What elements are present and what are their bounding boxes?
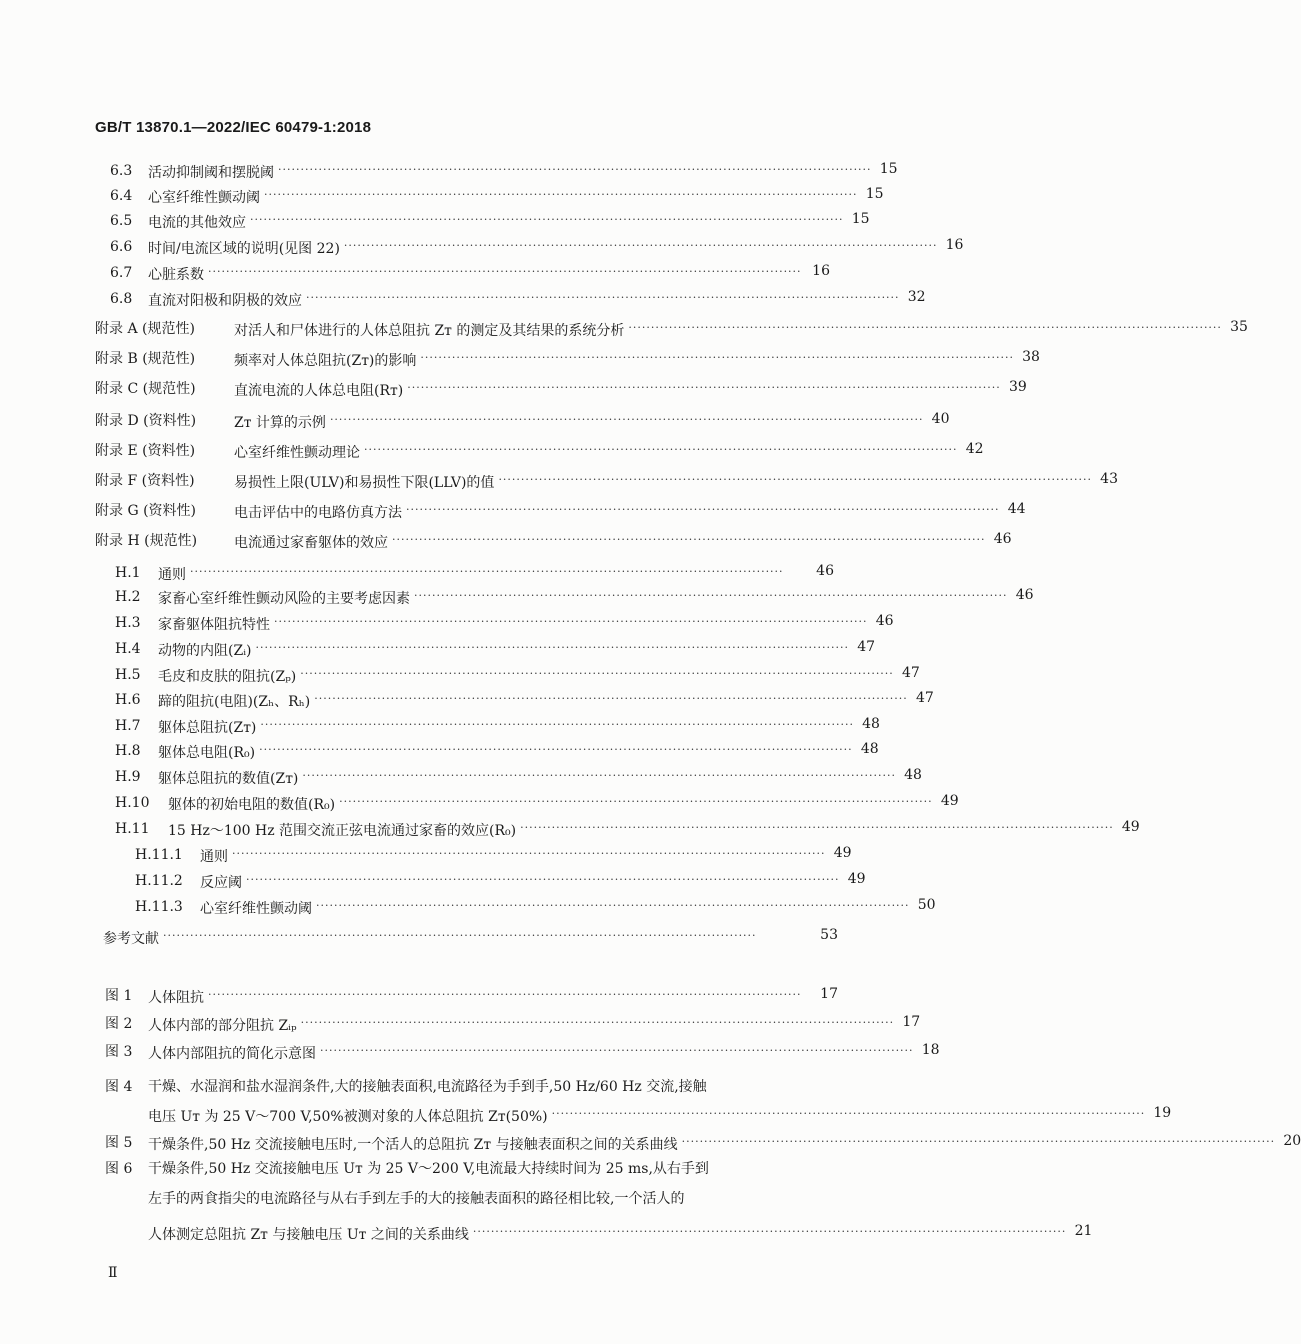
toc-leader-dots: ····································································································································: [255, 641, 850, 654]
toc-leader-dots: ····································································································································: [316, 899, 910, 912]
toc-entry-label: 通则: [158, 567, 186, 583]
toc-leader-dots: ····································································································································: [250, 213, 844, 226]
toc-entry-label: 家畜躯体阻抗特性: [158, 617, 270, 633]
toc-leader-dots: ····································································································································: [406, 503, 1000, 516]
toc-entry-label: 对活人和尸体进行的人体总阻抗 Zᴛ 的测定及其结果的系统分析: [234, 323, 625, 339]
toc-entry[interactable]: [158, 689, 934, 711]
toc-leader-dots: ····································································································································: [420, 351, 1014, 364]
toc-leader-dots: ····································································································································: [343, 239, 938, 252]
toc-entry[interactable]: [148, 288, 926, 310]
toc-entry-page: 48: [904, 767, 922, 783]
toc-entry-number: 图 5: [105, 1135, 133, 1151]
toc-leader-dots: ····································································································································: [306, 291, 900, 304]
toc-entry-label: 反应阈: [200, 875, 242, 891]
toc-entry[interactable]: [148, 1104, 1172, 1126]
toc-entry[interactable]: [148, 1041, 940, 1063]
toc-entry-number: H.6: [115, 692, 141, 708]
toc-leader-dots: ····································································································································: [392, 533, 986, 546]
toc-entry-number: H.11: [115, 821, 150, 837]
toc-entry-page: 44: [1007, 501, 1026, 517]
toc-entry-number: H.4: [115, 641, 141, 657]
toc-entry-label: 人体内部阻抗的简化示意图: [148, 1046, 316, 1062]
toc-leader-dots: ····································································································································: [551, 1107, 1146, 1120]
toc-entry[interactable]: [200, 896, 936, 918]
toc-leader-dots: ····································································································································: [259, 743, 853, 756]
toc-entry-page: 40: [931, 411, 950, 427]
toc-entry[interactable]: [148, 1132, 1301, 1154]
toc-entry-label: 家畜心室纤维性颤动风险的主要考虑因素: [158, 591, 410, 607]
toc-leader-dots: ····································································································································: [302, 769, 896, 782]
toc-entry-number: 6.4: [110, 188, 133, 204]
toc-entry-number: 6.8: [110, 291, 133, 307]
toc-leader-dots: ····································································································································: [208, 988, 802, 1001]
toc-entry-page: 48: [860, 741, 879, 757]
toc-entry-number: H.11.1: [135, 847, 183, 863]
toc-entry-number: 图 1: [105, 988, 133, 1004]
toc-entry-page: 48: [862, 716, 880, 732]
toc-entry-number: H.11.3: [135, 899, 183, 915]
toc-entry[interactable]: [158, 562, 834, 584]
toc-entry[interactable]: [158, 664, 920, 686]
toc-entry-label: 干燥条件,50 Hz 交流接触电压时,一个活人的总阻抗 Zᴛ 与接触表面积之间的关系曲线: [148, 1137, 678, 1153]
toc-entry-label: 易损性上限(ULV)和易损性下限(LLV)的值: [234, 475, 495, 491]
toc-entry[interactable]: [148, 236, 964, 258]
toc-entry-page: 49: [1121, 819, 1140, 835]
toc-entry-label: 躯体总阻抗的数值(Zᴛ): [158, 771, 299, 787]
toc-leader-dots: ····································································································································: [472, 1225, 1067, 1238]
toc-entry-number: 6.7: [110, 265, 133, 281]
toc-entry-page: 32: [907, 289, 926, 305]
toc-entry[interactable]: [158, 638, 876, 660]
toc-entry[interactable]: [234, 440, 984, 462]
toc-leader-dots: ····································································································································: [246, 873, 840, 886]
toc-leader-dots: ····································································································································: [232, 847, 826, 860]
toc-entry[interactable]: [234, 318, 1248, 340]
toc-entry-label: 参考文献: [103, 931, 159, 947]
toc-leader-dots: ····································································································································: [260, 718, 854, 731]
toc-entry[interactable]: [158, 586, 1034, 608]
toc-entry-page: 43: [1100, 471, 1118, 487]
toc-entry[interactable]: [148, 1013, 921, 1035]
toc-entry-number: 6.6: [110, 239, 133, 255]
toc-entry-number: H.10: [115, 795, 150, 811]
toc-entry-label: 人体内部的部分阻抗 Zᵢₚ: [148, 1018, 297, 1034]
toc-entry-number: H.3: [115, 615, 141, 631]
toc-entry[interactable]: [148, 210, 870, 232]
toc-caption-line: 干燥条件,50 Hz 交流接触电压 Uᴛ 为 25 V～200 V,电流最大持续时间为 25 ms,从右手到: [148, 1161, 709, 1177]
toc-entry-page: 50: [917, 897, 936, 913]
toc-leader-dots: ····································································································································: [498, 473, 1092, 486]
toc-leader-dots: ····································································································································: [264, 188, 858, 201]
toc-entry-page: 19: [1153, 1105, 1172, 1121]
toc-leader-dots: ····································································································································: [320, 1044, 914, 1057]
toc-leader-dots: ····································································································································: [278, 163, 872, 176]
toc-entry-number: 附录 A (规范性): [95, 321, 195, 337]
toc-leader-dots: ····································································································································: [681, 1135, 1276, 1148]
toc-entry-number: 附录 E (资料性): [95, 443, 196, 459]
toc-entry-label: 躯体总电阻(R₀): [158, 745, 256, 761]
toc-entry-number: H.8: [115, 743, 141, 759]
toc-entry-number: H.5: [115, 667, 141, 683]
toc-entry-number: 图 4: [105, 1079, 133, 1095]
toc-entry-page: 49: [940, 793, 959, 809]
toc-entry-page: 49: [847, 871, 866, 887]
toc-entry-number: H.1: [115, 565, 141, 581]
toc-entry-label: 毛皮和皮肤的阻抗(Zₚ): [158, 669, 297, 685]
toc-leader-dots: ····································································································································: [339, 795, 933, 808]
page-number-footer: Ⅱ: [108, 1265, 118, 1281]
toc-leader-dots: ····································································································································: [300, 667, 894, 680]
toc-entry-label: 电流通过家畜躯体的效应: [234, 535, 388, 551]
toc-entry[interactable]: [234, 470, 1118, 492]
toc-entry-number: 图 2: [105, 1016, 133, 1032]
toc-entry[interactable]: [103, 926, 838, 948]
toc-entry-page: 21: [1074, 1223, 1093, 1239]
toc-entry-label: 时间/电流区域的说明(见图 22): [148, 241, 340, 257]
toc-leader-dots: ····································································································································: [520, 821, 1114, 834]
toc-entry[interactable]: [158, 612, 894, 634]
toc-entry-page: 49: [833, 845, 852, 861]
toc-entry-number: 附录 B (规范性): [95, 351, 196, 367]
toc-entry-page: 47: [915, 690, 934, 706]
toc-entry-page: 20: [1283, 1133, 1301, 1149]
toc-entry-page: 46: [875, 613, 894, 629]
toc-leader-dots: ····································································································································: [414, 589, 1008, 602]
toc-entry-number: 附录 H (规范性): [95, 533, 198, 549]
toc-entry[interactable]: [234, 410, 950, 432]
toc-entry[interactable]: [148, 985, 838, 1007]
toc-entry-page: 15: [879, 161, 898, 177]
toc-entry[interactable]: [148, 262, 830, 284]
toc-entry-number: 6.3: [110, 163, 133, 179]
toc-leader-dots: ····································································································································: [407, 381, 1001, 394]
toc-entry-page: 38: [1022, 349, 1040, 365]
toc-entry-label: 电流的其他效应: [148, 215, 246, 231]
toc-entry[interactable]: [148, 185, 884, 207]
toc-entry-label: 电击评估中的电路仿真方法: [234, 505, 402, 521]
toc-entry-label: 躯体的初始电阻的数值(R₀): [168, 797, 336, 813]
toc-entry-label: 心室纤维性颤动阈: [200, 901, 312, 917]
toc-leader-dots: ····································································································································: [314, 692, 908, 705]
toc-entry-label: 活动抑制阈和摆脱阈: [148, 165, 274, 181]
toc-entry[interactable]: [234, 378, 1027, 400]
toc-entry-number: H.2: [115, 589, 141, 605]
toc-entry[interactable]: [200, 844, 852, 866]
toc-entry-label: Zᴛ 计算的示例: [234, 415, 326, 431]
toc-entry[interactable]: [234, 348, 1040, 370]
toc-entry-page: 35: [1230, 319, 1248, 335]
toc-entry-label: 蹄的阻抗(电阻)(Zₕ、Rₕ): [158, 694, 311, 710]
toc-entry-label: 心脏系数: [148, 267, 204, 283]
toc-entry[interactable]: [158, 715, 880, 737]
toc-entry-page: 47: [901, 665, 920, 681]
toc-entry-number: 附录 F (资料性): [95, 473, 195, 489]
toc-entry-page: 16: [812, 263, 830, 279]
toc-entry-page: 16: [945, 237, 964, 253]
toc-entry-page: 47: [857, 639, 876, 655]
standard-header: GB/T 13870.1—2022/IEC 60479-1:2018: [95, 119, 372, 136]
toc-entry-page: 18: [921, 1042, 940, 1058]
toc-entry[interactable]: [148, 160, 898, 182]
toc-entry-label: 15 Hz～100 Hz 范围交流正弦电流通过家畜的效应(R₀): [168, 823, 517, 839]
toc-entry[interactable]: [168, 792, 959, 814]
toc-entry-label: 躯体总阻抗(Zᴛ): [158, 720, 257, 736]
toc-entry-label: 人体阻抗: [148, 990, 204, 1006]
toc-entry-number: H.9: [115, 769, 141, 785]
toc-entry-number: 6.5: [110, 213, 133, 229]
toc-entry[interactable]: [168, 818, 1140, 840]
toc-entry-number: H.7: [115, 718, 141, 734]
toc-entry-label: 频率对人体总阻抗(Zᴛ)的影响: [234, 353, 417, 369]
toc-entry[interactable]: [200, 870, 866, 892]
toc-entry[interactable]: [234, 530, 1012, 552]
toc-entry-number: 图 6: [105, 1161, 133, 1177]
toc-entry[interactable]: [234, 500, 1026, 522]
toc-leader-dots: ····································································································································: [163, 929, 757, 942]
toc-entry[interactable]: [158, 740, 879, 762]
toc-entry-page: 15: [851, 211, 870, 227]
toc-entry-number: H.11.2: [135, 873, 183, 889]
toc-entry-page: 46: [993, 531, 1012, 547]
toc-leader-dots: ····································································································································: [274, 615, 868, 628]
toc-entry-label: 电压 Uᴛ 为 25 V～700 V,50%被测对象的人体总阻抗 Zᴛ(50%): [148, 1109, 548, 1125]
toc-leader-dots: ····································································································································: [208, 265, 802, 278]
toc-entry-page: 15: [865, 186, 884, 202]
toc-entry-page: 46: [1015, 587, 1034, 603]
toc-caption-line: 干燥、水湿润和盐水湿润条件,大的接触表面积,电流路径为手到手,50 Hz/60 Hz 交流,接触: [148, 1079, 707, 1095]
toc-entry-number: 附录 G (资料性): [95, 503, 197, 519]
toc-entry-number: 附录 C (规范性): [95, 381, 196, 397]
toc-entry-label: 人体测定总阻抗 Zᴛ 与接触电压 Uᴛ 之间的关系曲线: [148, 1227, 469, 1243]
toc-leader-dots: ····································································································································: [329, 413, 924, 426]
toc-entry-number: 附录 D (资料性): [95, 413, 197, 429]
toc-leader-dots: ····································································································································: [628, 321, 1222, 334]
toc-entry-label: 心室纤维性颤动阈: [148, 190, 260, 206]
toc-leader-dots: ····································································································································: [364, 443, 958, 456]
toc-leader-dots: ····································································································································: [190, 565, 784, 578]
toc-entry-label: 动物的内阻(Zᵢ): [158, 643, 252, 659]
toc-entry-label: 心室纤维性颤动理论: [234, 445, 360, 461]
toc-entry-page: 42: [965, 441, 984, 457]
toc-entry[interactable]: [158, 766, 922, 788]
toc-entry-page: 53: [820, 927, 838, 943]
toc-entry-page: 17: [820, 986, 838, 1002]
toc-entry-label: 直流对阳极和阴极的效应: [148, 293, 302, 309]
toc-entry[interactable]: [148, 1222, 1093, 1244]
toc-entry-page: 46: [816, 563, 834, 579]
toc-caption-line: 左手的两食指尖的电流路径与从右手到左手的大的接触表面积的路径相比较,一个活人的: [148, 1191, 685, 1207]
toc-entry-label: 通则: [200, 849, 228, 865]
toc-leader-dots: ····································································································································: [300, 1016, 895, 1029]
toc-entry-page: 39: [1008, 379, 1027, 395]
toc-entry-page: 17: [902, 1014, 921, 1030]
toc-entry-label: 直流电流的人体总电阻(Rᴛ): [234, 383, 404, 399]
toc-entry-number: 图 3: [105, 1044, 133, 1060]
